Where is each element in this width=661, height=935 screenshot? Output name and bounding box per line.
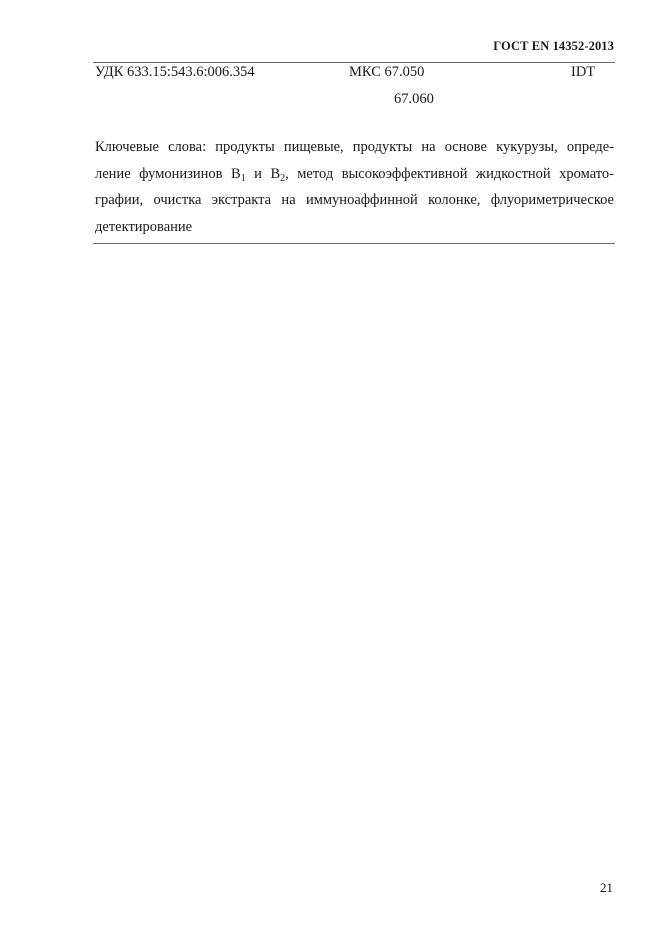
bottom-rule [93,243,615,244]
keywords-line-1: Ключевые слова: продукты пищевые, продукты на основе кукурузы, опреде- [95,139,614,155]
keywords-line-2-part-a: ление фумонизинов В [95,165,241,182]
subscript-2: 2 [280,172,286,184]
equivalence-degree: IDT [571,64,596,80]
page-number: 21 [600,880,613,895]
mks-code-secondary: 67.060 [394,91,434,107]
keywords-paragraph [95,134,614,240]
subscript-1: 1 [240,172,246,184]
keywords-line-2-part-b: и В [245,165,281,182]
keywords-line-2 [95,161,614,188]
keywords-line-2-part-c: , метод высокоэффективной жидкостной хромато- [285,165,615,182]
udc-code: УДК 633.15:543.6:006.354 [95,64,255,80]
keywords-line-4: детектирование [95,218,193,235]
keywords-line-3: графии, очистка экстракта на иммуноаффинной колонке, флуориметрическое [95,192,614,208]
top-rule [93,62,615,63]
mks-code-primary: МКС 67.050 [349,64,425,80]
standard-code-header: ГОСТ EN 14352-2013 [493,39,614,53]
